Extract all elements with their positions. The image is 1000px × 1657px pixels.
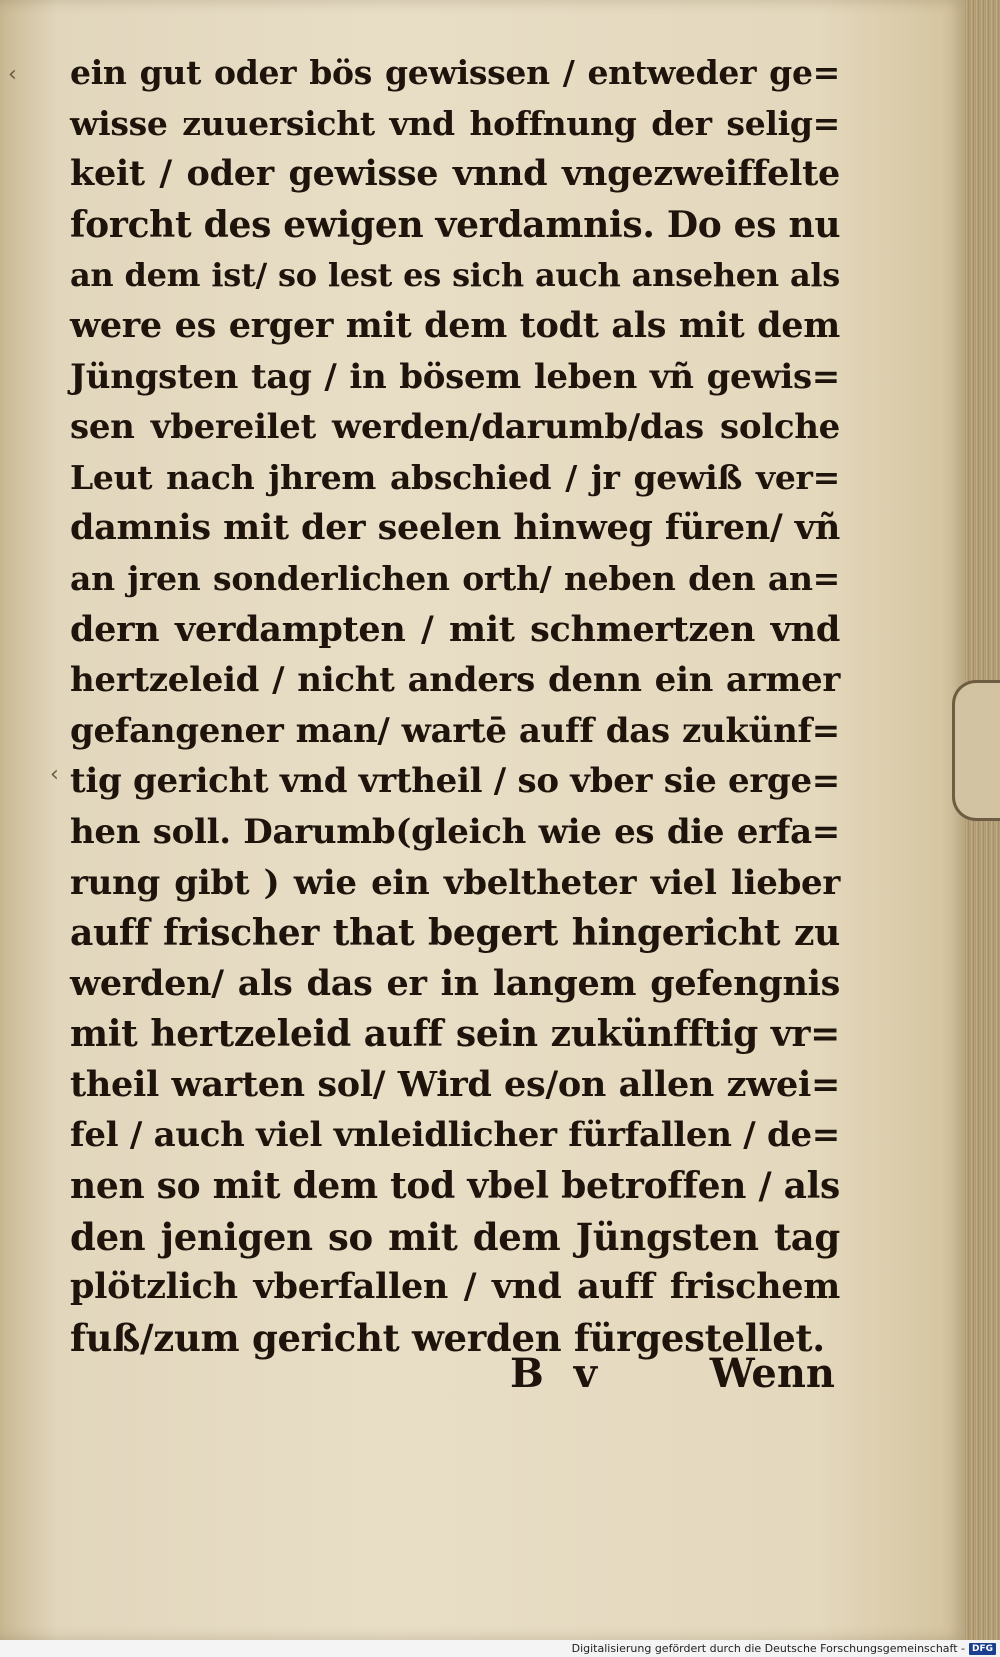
text-line: hertzeleid / nicht anders denn ein armer bbox=[70, 660, 840, 701]
text-line: an dem ist/ so lest es sich auch ansehen als bbox=[70, 256, 840, 295]
dfg-logo-icon: DFG bbox=[969, 1643, 996, 1655]
text-line: rung gibt ) wie ein vbeltheter viel lieber bbox=[70, 862, 840, 903]
margin-mark: ‹ bbox=[50, 762, 59, 787]
text-line: gefangener man/ wartē auff das zukünf= bbox=[70, 710, 840, 751]
margin-mark: ‹ bbox=[8, 62, 17, 87]
text-line: Jüngsten tag / in bösem leben vñ gewis= bbox=[70, 356, 840, 397]
text-line: werden/ als das er in langem gefengnis bbox=[70, 962, 840, 1004]
catchword: Wenn bbox=[709, 1350, 835, 1397]
text-line: ein gut oder bös gewissen / entweder ge= bbox=[70, 53, 840, 92]
text-line: auff frischer that begert hingericht zu bbox=[70, 912, 840, 955]
text-line: were es erger mit dem todt als mit dem bbox=[70, 304, 840, 346]
text-line: mit hertzeleid auff sein zukünfftig vr= bbox=[70, 1013, 840, 1056]
text-line: fel / auch viel vnleidlicher fürfallen / de= bbox=[70, 1115, 840, 1156]
text-line: an jren sonderlichen orth/ neben den an= bbox=[70, 558, 840, 598]
text-line: theil warten sol/ Wird es/on allen zwei= bbox=[70, 1063, 840, 1105]
text-line: fuß/zum gericht werden fürgestellet. bbox=[70, 1315, 825, 1360]
text-line: hen soll. Darumb(gleich wie es die erfa= bbox=[70, 811, 840, 852]
page-footer bbox=[510, 1350, 835, 1397]
text-line: plötzlich vberfallen / vnd auff frischem bbox=[70, 1266, 840, 1308]
text-line: sen vbereilet werden/darumb/das solche bbox=[70, 407, 840, 448]
text-line: dern verdampten / mit schmertzen vnd bbox=[70, 608, 840, 650]
text-line: den jenigen so mit dem Jüngsten tag bbox=[70, 1214, 840, 1259]
text-line: damnis mit der seelen hinweg füren/ vñ bbox=[70, 507, 840, 549]
credit-text: Digitalisierung gefördert durch die Deutsche Forschungsgemeinschaft - bbox=[571, 1642, 965, 1655]
signature-mark: B v bbox=[510, 1350, 605, 1397]
text-line: nen so mit dem tod vbel betroffen / als bbox=[70, 1165, 840, 1208]
text-line: Leut nach jhrem abschied / jr gewiß ver= bbox=[70, 457, 840, 497]
credit-bar bbox=[0, 1640, 1000, 1657]
text-line: forcht des ewigen verdamnis. Do es nu bbox=[70, 203, 841, 246]
text-line: tig gericht vnd vrtheil / so vber sie erge= bbox=[70, 761, 840, 802]
book-clasp bbox=[952, 680, 1000, 821]
page-text bbox=[70, 48, 840, 1363]
text-line: wisse zuuersicht vnd hoffnung der selig= bbox=[70, 103, 840, 143]
text-line: keit / oder gewisse vnnd vngezweiffelte bbox=[70, 153, 840, 195]
